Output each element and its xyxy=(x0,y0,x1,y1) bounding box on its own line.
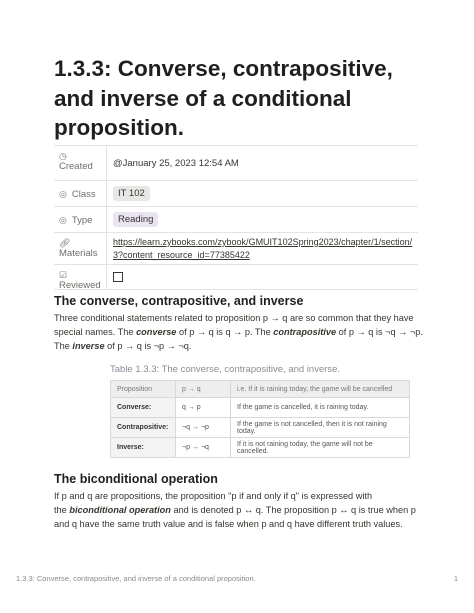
link-icon: 🔗︎ xyxy=(59,238,71,248)
property-label: Class xyxy=(71,189,96,200)
select-icon: ◎ xyxy=(59,189,67,199)
term-converse: converse xyxy=(136,327,177,338)
property-label: Type xyxy=(71,215,93,226)
table-row xyxy=(111,418,410,438)
property-materials xyxy=(54,232,418,264)
term-biconditional: biconditional operation xyxy=(69,505,171,516)
table-header: Proposition xyxy=(111,381,176,398)
paragraph-line: If p and q are propositions, the proposition "p if and only if q" is expressed with xyxy=(54,491,373,501)
embedded-table-image xyxy=(110,364,410,458)
property-label: Reviewed xyxy=(59,280,101,291)
table-row xyxy=(111,398,410,418)
page-number: 1 xyxy=(453,574,458,583)
page-footer xyxy=(16,574,458,583)
property-class xyxy=(54,180,418,206)
paragraph-line: The inverse of p → q is ¬p → ¬q. xyxy=(54,341,192,352)
paragraph xyxy=(54,489,434,532)
propositions-table xyxy=(110,380,410,458)
term-inverse: inverse xyxy=(72,341,105,352)
paragraph-line: the biconditional operation and is denoted p ↔ q. The proposition p ↔ q is true when p xyxy=(54,505,416,516)
paragraph-line: and q have the same truth value and is false when p and q have different truth values. xyxy=(54,519,403,530)
title-line: proposition. xyxy=(54,115,184,140)
table-cell: Converse: xyxy=(111,398,176,418)
property-label: Materials xyxy=(59,248,98,259)
table-cell: ¬p → ¬q xyxy=(176,438,231,458)
section-heading: The biconditional operation xyxy=(54,472,218,486)
table-cell: If the game is cancelled, it is raining today. xyxy=(231,398,410,418)
property-reviewed xyxy=(54,264,418,290)
checkbox-icon: ☑ xyxy=(59,270,68,280)
paragraph-line: Three conditional statements related to proposition p → q are so common that they have xyxy=(54,313,414,323)
class-tag[interactable]: IT 102 xyxy=(113,186,150,201)
table-cell: ¬q → ¬p xyxy=(176,418,231,438)
materials-link[interactable]: https://learn.zybooks.com/zybook/GMUIT102Spring2023/chapter/1/section/3?content_resource_id=77385422 xyxy=(113,237,413,260)
term-contrapositive: contrapositive xyxy=(273,327,337,338)
created-value: @January 25, 2023 12:54 AM xyxy=(113,157,239,169)
clock-icon: ◷ xyxy=(59,151,67,161)
table-header: p → q xyxy=(176,381,231,398)
table-header-row xyxy=(111,381,410,398)
table-cell: Inverse: xyxy=(111,438,176,458)
section-heading: The converse, contrapositive, and inverse xyxy=(54,294,304,308)
page-title xyxy=(54,54,434,143)
table-header: i.e. If it is raining today, the game will be cancelled xyxy=(231,381,410,398)
properties-table xyxy=(54,145,418,290)
property-label: Created xyxy=(59,161,93,172)
reviewed-checkbox[interactable] xyxy=(113,272,123,282)
table-cell: q → p xyxy=(176,398,231,418)
title-line: and inverse of a conditional xyxy=(54,85,352,111)
property-created xyxy=(54,145,418,180)
footer-title: 1.3.3: Converse, contrapositive, and inverse of a conditional proposition. xyxy=(16,574,256,583)
title-line: 1.3.3: Converse, contrapositive, xyxy=(54,56,393,81)
type-tag[interactable]: Reading xyxy=(113,212,158,227)
table-cell: If it is not raining today, the game will not be cancelled. xyxy=(231,438,410,458)
table-caption: Table 1.3.3: The converse, contrapositive, and inverse. xyxy=(110,364,341,375)
property-type xyxy=(54,206,418,232)
table-cell: If the game is not cancelled, then it is not raining today. xyxy=(231,418,410,438)
table-row xyxy=(111,438,410,458)
select-icon: ◎ xyxy=(59,215,67,225)
paragraph-line: special names. The converse of p → q is q → p. The contrapositive of p → q is ¬q → ¬p. xyxy=(54,327,423,338)
paragraph xyxy=(54,311,434,354)
table-cell: Contrapositive: xyxy=(111,418,176,438)
